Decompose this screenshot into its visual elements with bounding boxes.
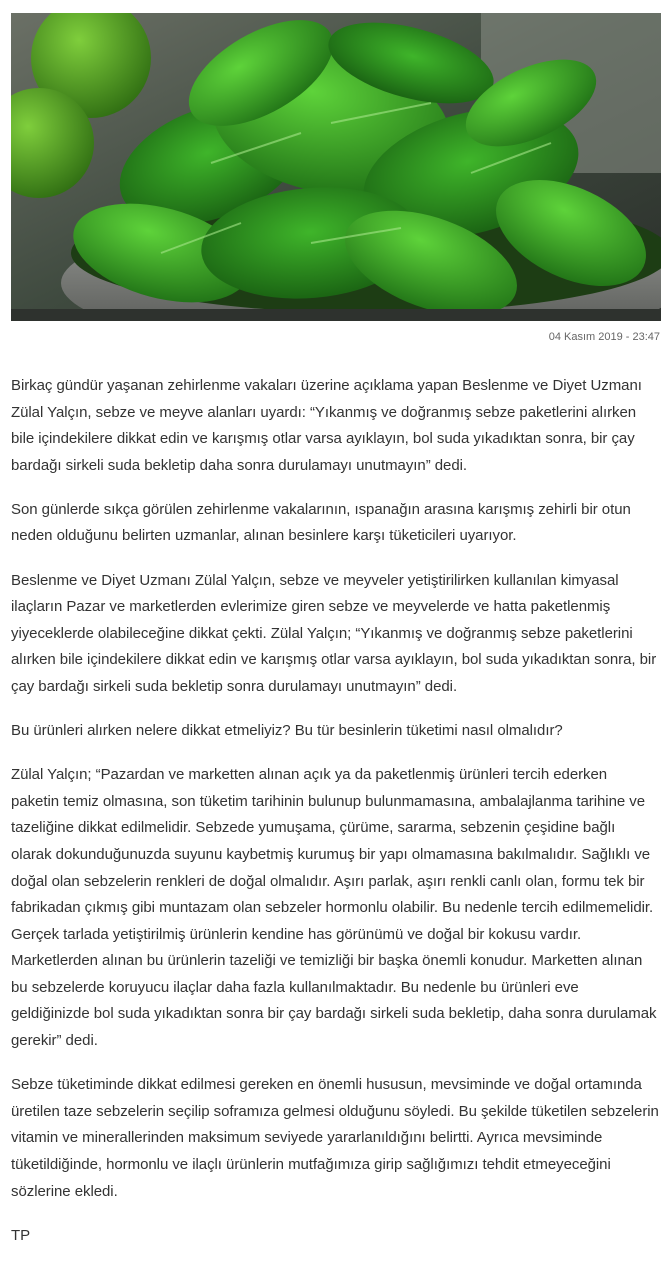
article-paragraph: Zülal Yalçın; “Pazardan ve marketten alınan açık ya da paketlenmiş ürünleri tercih ederken paketin temiz olmasına, son tüketim tarihinin bulunup bulunmamasına, ambalajlanma tarihine ve tazeliğine dikkat edilmelidir. Sebzede yumuşama, çürüme, sararma, sebzenin çeşidine bağlı olarak dokunduğunuzda suyunu kaybetmiş kurumuş bir yapı olmamasına bakılmalıdır. Sağlıklı ve doğal olan sebzelerin renkleri de doğal olmalıdır. Aşırı parlak, aşırı renkli canlı olan, formu tek bir fabrikadan çıkmış gibi muntazam olan sebzeler hormonlu olabilir. Bu nedenle tercih edilmemelidir. Gerçek tarlada yetiştirilmiş ürünlerin kendine has görünümü ve doğal bir kokusu vardır. Marketlerden alınan bu ürünlerin tazeliği ve temizliği bir başka önemli konudur. Marketten alınan bu sebzelerde koruyucu ilaçlar daha fazla kullanılmaktadır. Bu nedenle bu ürünleri eve geldiğinizde bol suda yıkadıktan sonra bir çay bardağı sirkeli suda bekletip, daha sonra durulamak gerekir” dedi. — [11, 766, 657, 1050]
author-signature: TP — [11, 1226, 31, 1244]
article-paragraph: Beslenme ve Diyet Uzmanı Zülal Yalçın, sebze ve meyveler yetiştirilirken kullanılan kimyasal ilaçların Pazar ve marketlerden evlerimize giren sebze ve meyvelerde ve hatta paketlenmiş yiyeceklerde olabileceğine dikkat çekti. Zülal Yalçın; “Yıkanmış ve doğranmış sebze paketlerini alırken bile içindekilere dikkat edin ve karışmış otlar varsa ayıklayın, bol suda yıkadıktan sonra, bir çay bardağı sirkeli suda bekletip sonra durulamayı unutmayın” dedi. — [11, 571, 657, 695]
article-paragraph: Bu ürünleri alırken nelere dikkat etmeliyiz? Bu tür besinlerin tüketimi nasıl olmalıdır? — [11, 722, 563, 740]
article-body — [11, 373, 659, 1267]
article-paragraph: Sebze tüketiminde dikkat edilmesi gereken en önemli hususun, mevsiminde ve doğal ortamında üretilen taze sebzelerin seçilip soframıza gelmesi olduğunu söyledi. Bu şekilde tüketilen sebzelerin vitamin ve minerallerinden maksimum seviyede yararlanıldığını belirtti. Ayrıca mevsiminde tüketildiğinde, hormonlu ve ilaçlı ürünlerin mutfağımıza girip sağlığımızı tehdit etmeyeceğini sözlerine ekledi. — [11, 1076, 659, 1200]
article-paragraph: Son günlerde sıkça görülen zehirlenme vakalarının, ıspanağın arasına karışmış zehirli bir otun neden olduğunu belirten uzmanlar, alınan besinlere karşı tüketicileri uyarıyor. — [11, 500, 631, 545]
publish-date: 04 Kasım 2019 - 23:47 — [548, 331, 660, 343]
spinach-photo — [11, 13, 661, 321]
article-hero-image — [11, 13, 661, 321]
article-paragraph: Birkaç gündür yaşanan zehirlenme vakaları üzerine açıklama yapan Beslenme ve Diyet Uzmanı Zülal Yalçın, sebze ve meyve alanları uyardı: “Yıkanmış ve doğranmış sebze paketlerini alırken bile içindekilere dikkat edin ve karışmış otlar varsa ayıklayın, bol suda yıkadıktan sonra, bir çay bardağı sirkeli suda bekletip daha sonra durulamayı unutmayın” dedi. — [11, 377, 642, 474]
